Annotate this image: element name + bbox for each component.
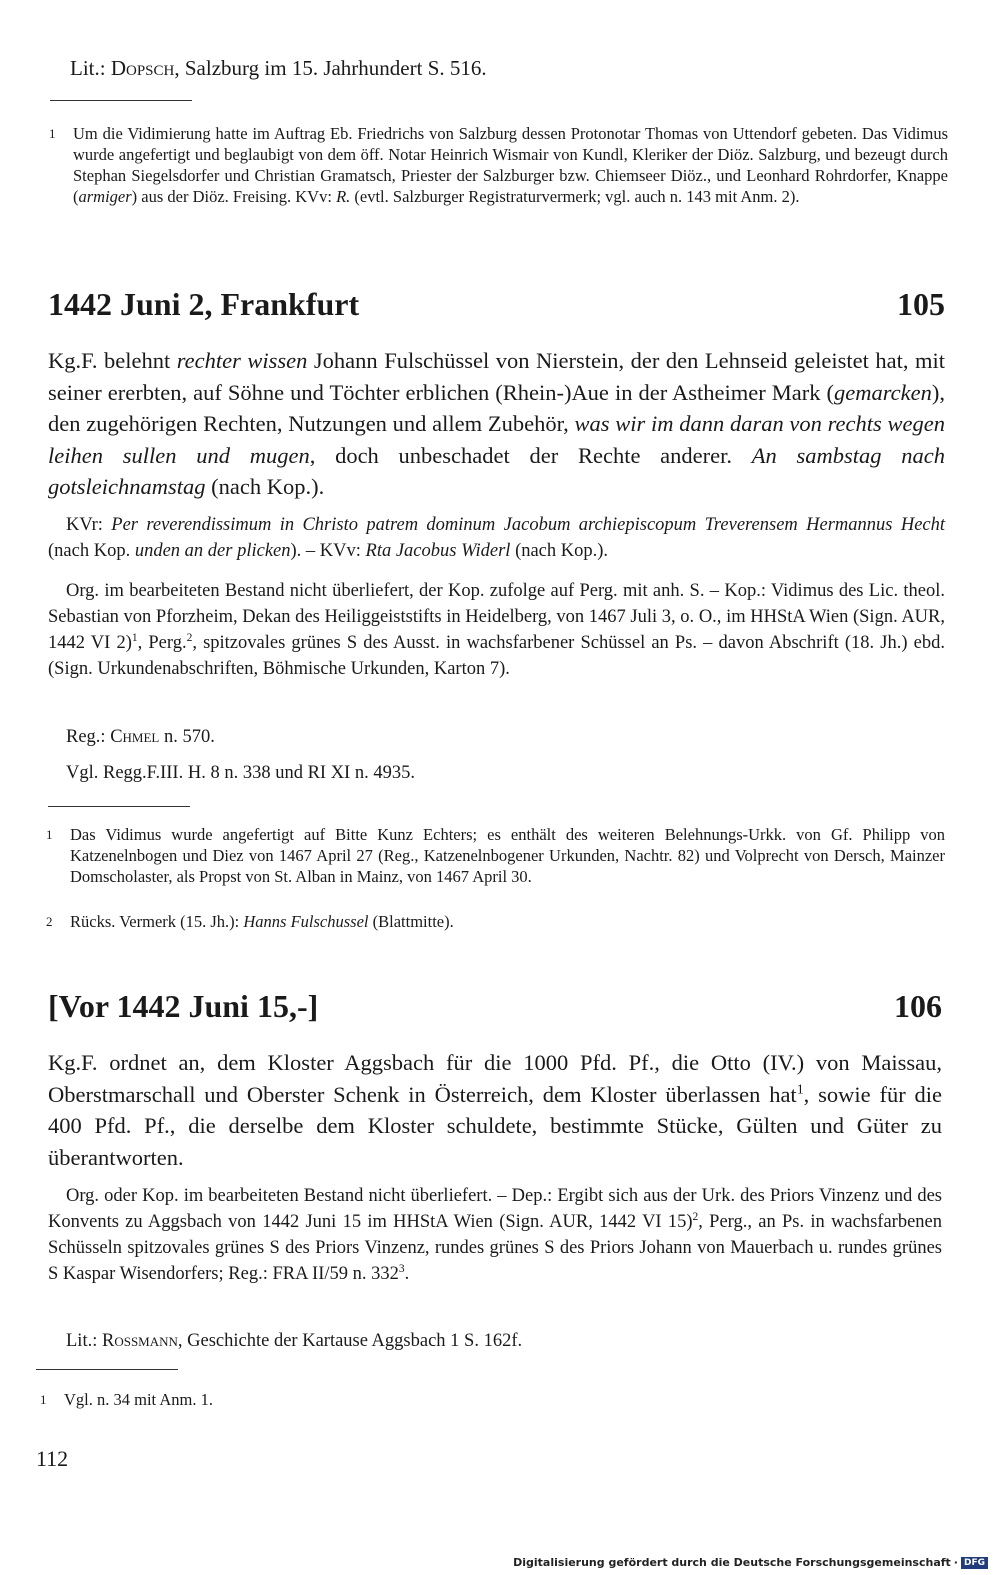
entry-105-regest-ref: Reg.: Chmel n. 570. — [66, 727, 215, 747]
lit-prefix: Lit.: — [70, 56, 111, 80]
footnote-separator — [48, 806, 190, 807]
digitization-footer — [513, 1556, 988, 1569]
footer-separator-dot: · — [953, 1556, 958, 1569]
entry-106-footnote-1: 1 Vgl. n. 34 mit Anm. 1. — [40, 1390, 213, 1409]
page-number: 112 — [36, 1446, 69, 1471]
entry-105-kanzleivermerk: KVr: Per reverendissimum in Christo patrem dominum Jacobum archiepiscopum Treverensem Hermannus Hecht (nach Kop. unden an der plicken). – KVv: Rta Jacobus Widerl (nach Kop.). — [48, 515, 945, 561]
dfg-logo: DFG — [961, 1557, 988, 1569]
footer-credit: Digitalisierung gefördert durch die Deutsche Forschungsgemeinschaft — [513, 1556, 951, 1569]
entry-105-regest: Kg.F. belehnt rechter wissen Johann Fulschüssel von Nierstein, der den Lehnseid geleistet hat, mit seiner ererbten, auf Söhne und Töchter erblichen (Rhein-)Aue in der Astheimer Mark (gemarcken), den zugehörigen Rechten, Nutzungen und allem Zubehör, was wir im dann daran von rechts wegen leihen sullen und mugen, doch unbeschadet der Rechte anderer. An sambstag nach gotsleichnamstag (nach Kop.). — [48, 348, 945, 499]
entry-105-number: 105 — [897, 286, 945, 322]
lit-author: Dopsch — [110, 56, 175, 80]
lit-rest: , Salzburg im 15. Jahrhundert S. 516. — [174, 56, 487, 80]
footnote-separator — [36, 1369, 178, 1370]
entry-105-footnote-1: 1 Das Vidimus wurde angefertigt auf Bitte Kunz Echters; es enthält des weiteren Belehnungs-Urkk. von Gf. Philipp von Katzenelnbogen und Diez von 1467 April 27 (Reg., Katzenelnbogener Urkunden, Nachtr. 82) und Volprecht von Dersch, Mainzer Domscholaster, als Propst von St. Alban in Mainz, von 1467 April 30. — [46, 825, 945, 886]
entry-106-regest: Kg.F. ordnet an, dem Kloster Aggsbach für die 1000 Pfd. Pf., die Otto (IV.) von Maissau, Oberstmarschall und Oberster Schenk in Österreich, dem Kloster überlassen hat$^1$, sowie für die 400 Pfd. Pf., die derselbe dem Kloster schuldete, bestimmte Stücke, Gülten und Güter zu überantworten. — [48, 1050, 943, 1170]
entry-105-vgl-ref: Vgl. Regg.F.III. H. 8 n. 338 und RI XI n. 4935. — [66, 763, 415, 783]
entry-106-number: 106 — [894, 988, 942, 1024]
entry-106-heading: [Vor 1442 Juni 15,-] — [48, 988, 319, 1024]
entry-105-ueberlieferung: Org. im bearbeiteten Bestand nicht überliefert, der Kop. zufolge auf Perg. mit anh. S. – Kop.: Vidimus des Lic. theol. Sebastian von Pforzheim, Dekan des Heiliggeiststifts in Heidelberg, von 1467 Juli 3, o. O., im HHStA Wien (Sign. AUR, 1442 VI 2)$^1$, Perg.$^2$, spitzovales grünes S des Ausst. in wachsfarbener Schüssel an Ps. – davon Abschrift (18. Jh.) ebd. (Sign. Urkundenabschriften, Böhmische Urkunden, Karton 7). — [48, 581, 945, 679]
footnote-mark: 1 — [49, 126, 56, 141]
entry-106-literature: Lit.: Rossmann, Geschichte der Kartause Aggsbach 1 S. 162f. — [66, 1331, 523, 1351]
entry-106-ueberlieferung: Org. oder Kop. im bearbeiteten Bestand nicht überliefert. – Dep.: Ergibt sich aus der Urk. des Priors Vinzenz und des Konvents zu Aggsbach von 1442 Juni 15 im HHStA Wien (Sign. AUR, 1442 VI 15)$^2$, Perg., an Ps. in wachsfarbenen Schüsseln spitzovales grünes S des Priors Vinzenz, rundes grünes S des Priors Johann von Mauerbach u. rundes grünes S Kaspar Wisendorfers; Reg.: FRA II/59 n. $332^3$. — [48, 1186, 942, 1284]
footnote-top: 1 Um die Vidimierung hatte im Auftrag Eb. Friedrichs von Salzburg dessen Protonotar Thomas von Uttendorf gebeten. Das Vidimus wurde angefertigt und beglaubigt von dem öff. Notar Heinrich Wismair von Kundl, Kleriker der Diöz. Salzburg, und bezeugt durch Stephan Siegelsdorfer und Christian Gramatsch, Priester der Salzburger bzw. Chiemseer Diöz., und Leonhard Rohrdorfer, Knappe (armiger) aus der Diöz. Freising. KVv: R. (evtl. Salzburger Registraturvermerk; vgl. auch n. 143 mit Anm. 2). — [49, 124, 948, 206]
literature-top — [70, 56, 487, 81]
footnote-separator — [50, 100, 192, 101]
entry-105-heading: 1442 Juni 2, Frankfurt — [48, 286, 360, 322]
entry-105-footnote-2: 2 Rücks. Vermerk (15. Jh.): Hanns Fulschussel (Blattmitte). — [46, 912, 454, 931]
